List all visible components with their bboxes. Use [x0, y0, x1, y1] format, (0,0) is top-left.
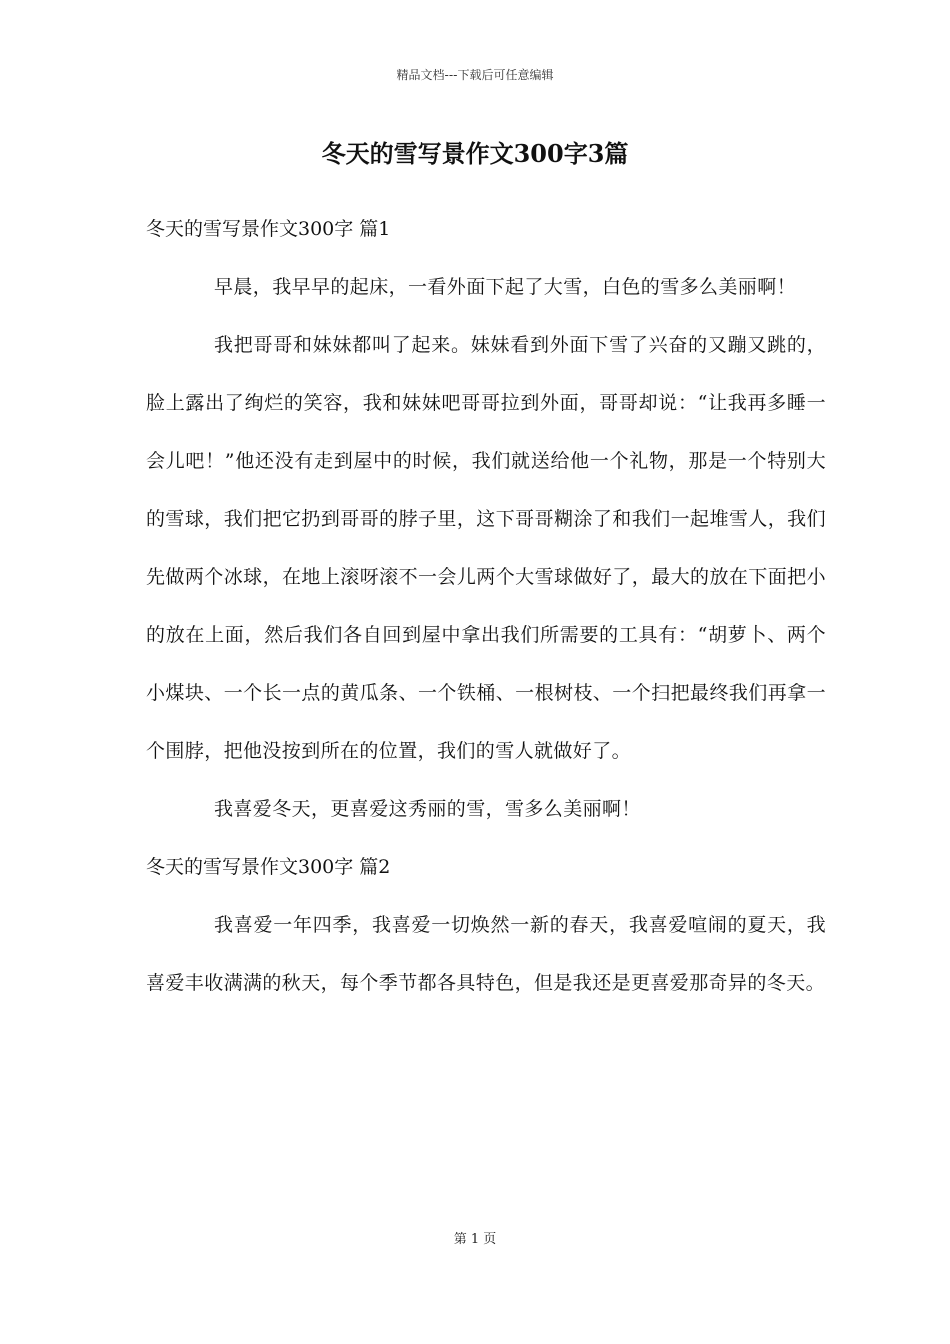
page-number: 第 1 页 — [453, 1232, 497, 1247]
document-title: 冬天的雪写景作文300字3篇 — [321, 139, 629, 168]
paragraph: 我喜爱冬天，更喜爱这秀丽的雪，雪多么美丽啊！ — [214, 798, 641, 820]
paragraph: 早晨，我早早的起床，一看外面下起了大雪，白色的雪多么美丽啊！ — [214, 276, 797, 298]
paragraph: 我把哥哥和妹妹都叫了起来。妹妹看到外面下雪了兴奋的又蹦又跳的，脸上露出了绚烂的笑容，我和妹妹吧哥哥拉到外面，哥哥却说：“让我再多睡一会儿吧！”他还没有走到屋中的时候，我们就送给他一个礼物，那是一个特别大的雪球，我们把它扔到哥哥的脖子里，这下哥哥糊涂了和我们一起堆雪人，我们先做两个冰球，在地上滚呀滚不一会儿两个大雪球做好了，最大的放在下面把小的放在上面，然后我们各自回到屋中拿出我们所需要的工具有：“胡萝卜、两个小煤块、一个长一点的黄瓜条、一个铁桶、一根树枝、一个扫把最终我们再拿一个围脖，把他没按到所在的位置，我们的雪人就做好了。 — [146, 334, 826, 762]
header-note: 精品文档---下载后可任意编辑 — [396, 68, 554, 82]
document-body — [146, 200, 826, 1012]
paragraph: 我喜爱一年四季，我喜爱一切焕然一新的春天，我喜爱喧闹的夏天，我喜爱丰收满满的秋天，每个季节都各具特色，但是我还是更喜爱那奇异的冬天。 — [146, 914, 826, 994]
section-heading-2: 冬天的雪写景作文300字 篇2 — [146, 856, 391, 878]
section-heading-1: 冬天的雪写景作文300字 篇1 — [146, 218, 391, 240]
